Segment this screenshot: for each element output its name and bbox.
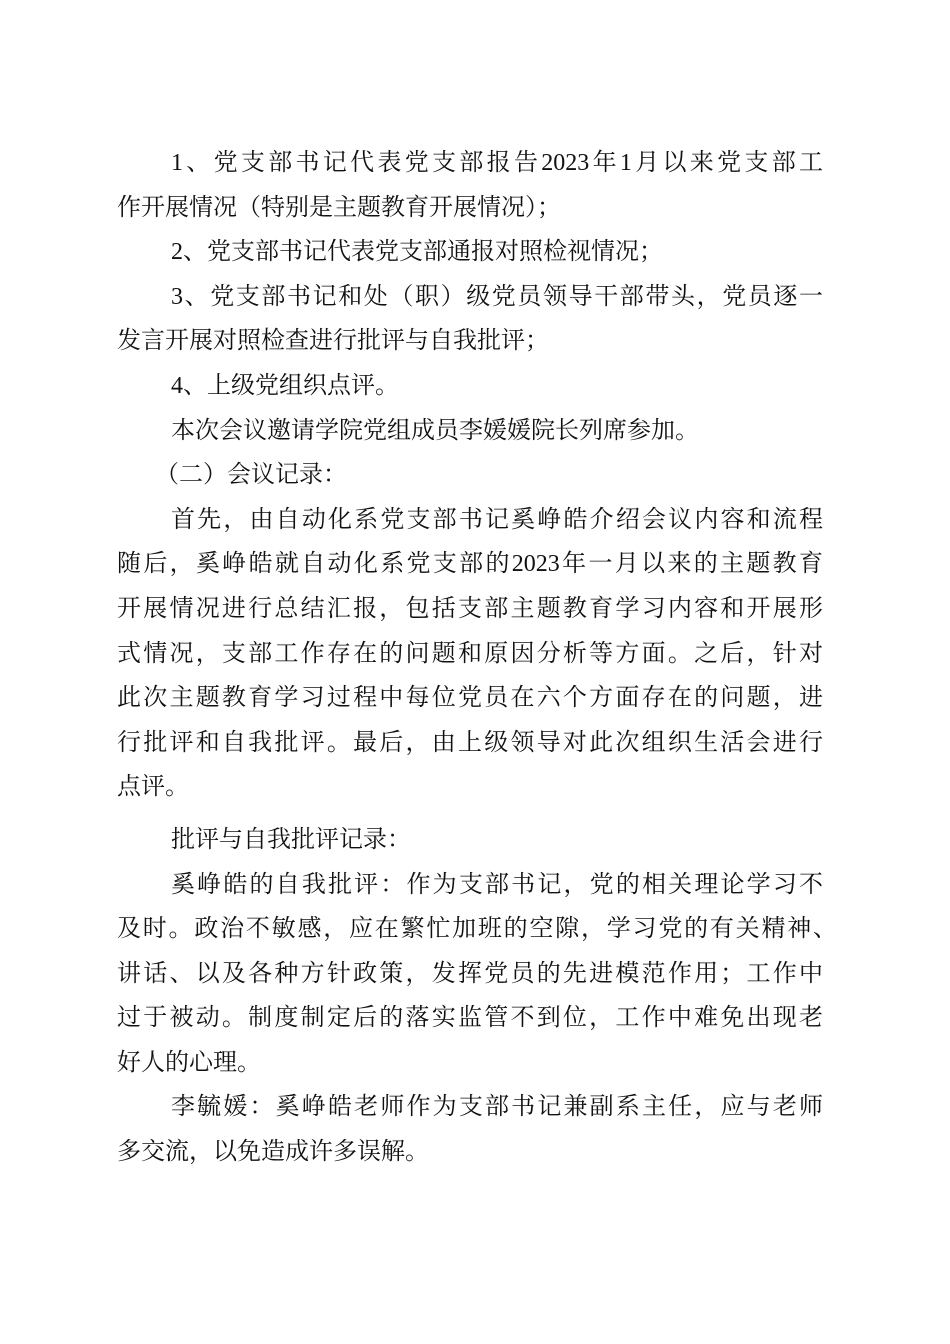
document-page	[117, 146, 837, 1180]
agenda-item-2: 2、党支部书记代表党支部通报对照检视情况；	[171, 239, 663, 266]
agenda-item-3-line-2: 发言开展对照检查进行批评与自我批评；	[117, 328, 549, 355]
criticism-heading: 批评与自我批评记录：	[171, 826, 411, 853]
summary-line: 此次主题教育学习过程中每位党员在六个方面存在的问题，进	[117, 685, 823, 712]
summary-line: 式情况，支部工作存在的问题和原因分析等方面。之后，针对	[117, 640, 823, 667]
agenda-item-1-line-2: 作开展情况（特别是主题教育开展情况）；	[117, 194, 561, 221]
agenda-item-4: 4、上级党组织点评。	[171, 372, 399, 399]
self-criticism-line: 讲话、以及各种方针政策，发挥党员的先进模范作用；工作中	[117, 960, 823, 987]
invitation-text: 本次会议邀请学院党组成员李媛媛院长列席参加。	[171, 417, 699, 444]
agenda-item-3-line-1: 3、党支部书记和处（职）级党员领导干部带头，党员逐一	[171, 283, 823, 310]
summary-line: 开展情况进行总结汇报，包括支部主题教育学习内容和开展形	[117, 595, 823, 622]
summary-line: 随后，奚峥皓就自动化系党支部的2023年一月以来的主题教育	[117, 551, 823, 578]
summary-line: 首先，由自动化系党支部书记奚峥皓介绍会议内容和流程	[171, 506, 823, 533]
comment-line: 李毓媛：奚峥皓老师作为支部书记兼副系主任，应与老师	[171, 1094, 823, 1121]
summary-line: 点评。	[117, 774, 189, 801]
comment-line: 多交流，以免造成许多误解。	[117, 1139, 429, 1166]
section-heading: （二）会议记录：	[155, 462, 347, 489]
self-criticism-line: 好人的心理。	[117, 1049, 261, 1076]
summary-line: 行批评和自我批评。最后，由上级领导对此次组织生活会进行	[117, 729, 823, 756]
self-criticism-line: 奚峥皓的自我批评：作为支部书记，党的相关理论学习不	[171, 871, 823, 898]
self-criticism-line: 过于被动。制度制定后的落实监管不到位，工作中难免出现老	[117, 1005, 823, 1032]
agenda-item-1-line-1: 1、党支部书记代表党支部报告2023年1月以来党支部工	[171, 150, 823, 176]
self-criticism-line: 及时。政治不敏感，应在繁忙加班的空隙，学习党的有关精神、	[117, 916, 837, 943]
